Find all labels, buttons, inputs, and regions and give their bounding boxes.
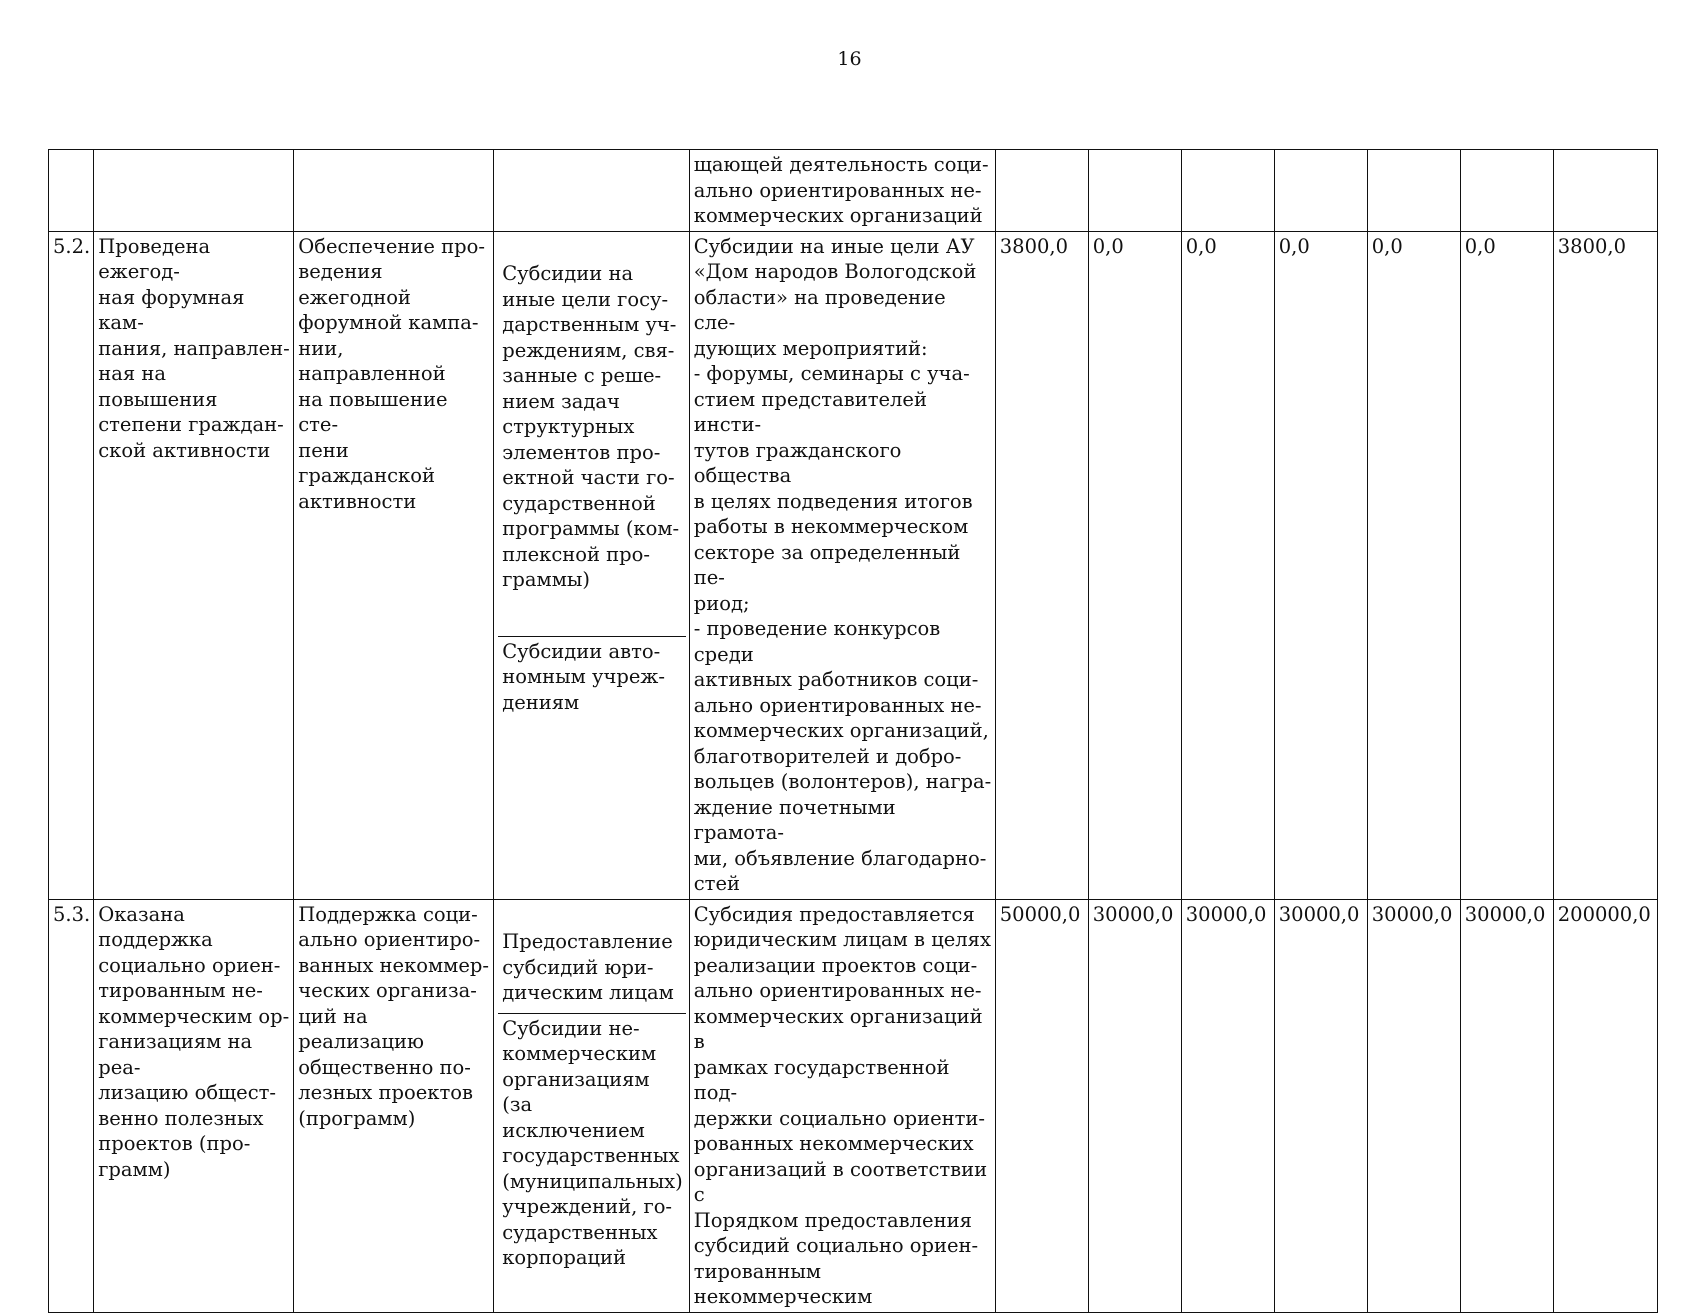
cell-description: Субсидия предоставляется юридическим лицам в целях реализации проектов соци- ально ориентированных не- коммерческих организаций в рамках государственной под- держки социально ориенти- рованных некоммерческих организаций в соответствии с Порядком предоставления субсидий социально ориен- тированным некоммерческим [689,899,995,1312]
page-number: 16 [837,48,862,70]
cell-amount: 0,0 [1367,231,1460,899]
cell-description: щающей деятельность соци- ально ориентированных не- коммерческих организаций [689,150,995,232]
cell-expense-type [494,150,690,232]
cell-number: 5.3. [49,899,94,1312]
continuation-row [49,150,1658,232]
cell-expense-type [494,231,690,899]
cell-amount: 0,0 [1088,231,1181,899]
cell-amount: 30000,0 [1088,899,1181,1312]
expense-type: Предоставление субсидий юри- дическим лицам [502,930,674,1004]
cell-amount: 3800,0 [995,231,1088,899]
expense-type: Субсидии не- коммерческим организациям (за исключением государственных (муниципальных) учреждений, го- сударственных корпораций [498,1013,686,1273]
cell-amount [1274,150,1367,232]
table-row [49,231,1658,899]
cell-description: Субсидии на иные цели АУ «Дом народов Вологодской области» на проведение сле- дующих мероприятий: - форумы, семинары с уча- стием представителей инсти- тутов гражданского общества в целях подведения итогов работы в некоммерческом секторе за определенный пе- риод; - проведение конкурсов среди активных работников соци- ально ориентированных не- коммерческих организаций, благотворителей и добро- вольцев (волонтеров), награ- ждение почетными грамота- ми, объявление благодарно- стей [689,231,995,899]
cell-task: Обеспечение про- ведения ежегодной форумной кампа- нии, направленной на повышение сте- пени гражданской активности [294,231,494,899]
cell-number: 5.2. [49,231,94,899]
cell-amount-total [1553,150,1657,232]
cell-amount: 30000,0 [1367,899,1460,1312]
cell-result: Оказана поддержка социально ориен- тированным не- коммерческим ор- ганизациям на реа- лизацию общест- венно полезных проектов (про- грамм) [94,899,294,1312]
cell-result: Проведена ежегод- ная форумная кам- пания, направлен- ная на повышения степени граждан- ской активности [94,231,294,899]
cell-amount: 0,0 [1460,231,1553,899]
cell-amount [1460,150,1553,232]
cell-amount [995,150,1088,232]
cell-amount [1367,150,1460,232]
cell-amount [1181,150,1274,232]
cell-amount-total: 3800,0 [1553,231,1657,899]
cell-number [49,150,94,232]
cell-amount: 30000,0 [1181,899,1274,1312]
cell-expense-type [494,899,690,1312]
cell-task [294,150,494,232]
cell-amount: 50000,0 [995,899,1088,1312]
cell-amount-total: 200000,0 [1553,899,1657,1312]
program-activities-table [48,149,1658,1313]
cell-task: Поддержка соци- ально ориентиро- ванных некоммер- ческих организа- ций на реализацию общественно по- лезных проектов (программ) [294,899,494,1312]
expense-type: Субсидии на иные цели госу- дарственным уч- реждениям, свя- занные с реше- нием задач структурных элементов про- ектной части го- сударственной программы (ком- плексной про- граммы) [502,262,680,591]
cell-amount [1088,150,1181,232]
cell-amount: 0,0 [1274,231,1367,899]
cell-amount: 30000,0 [1460,899,1553,1312]
cell-amount: 0,0 [1181,231,1274,899]
cell-amount: 30000,0 [1274,899,1367,1312]
cell-result [94,150,294,232]
expense-type: Субсидии авто- номным учреж- дениям [498,636,686,718]
table-row [49,899,1658,1312]
